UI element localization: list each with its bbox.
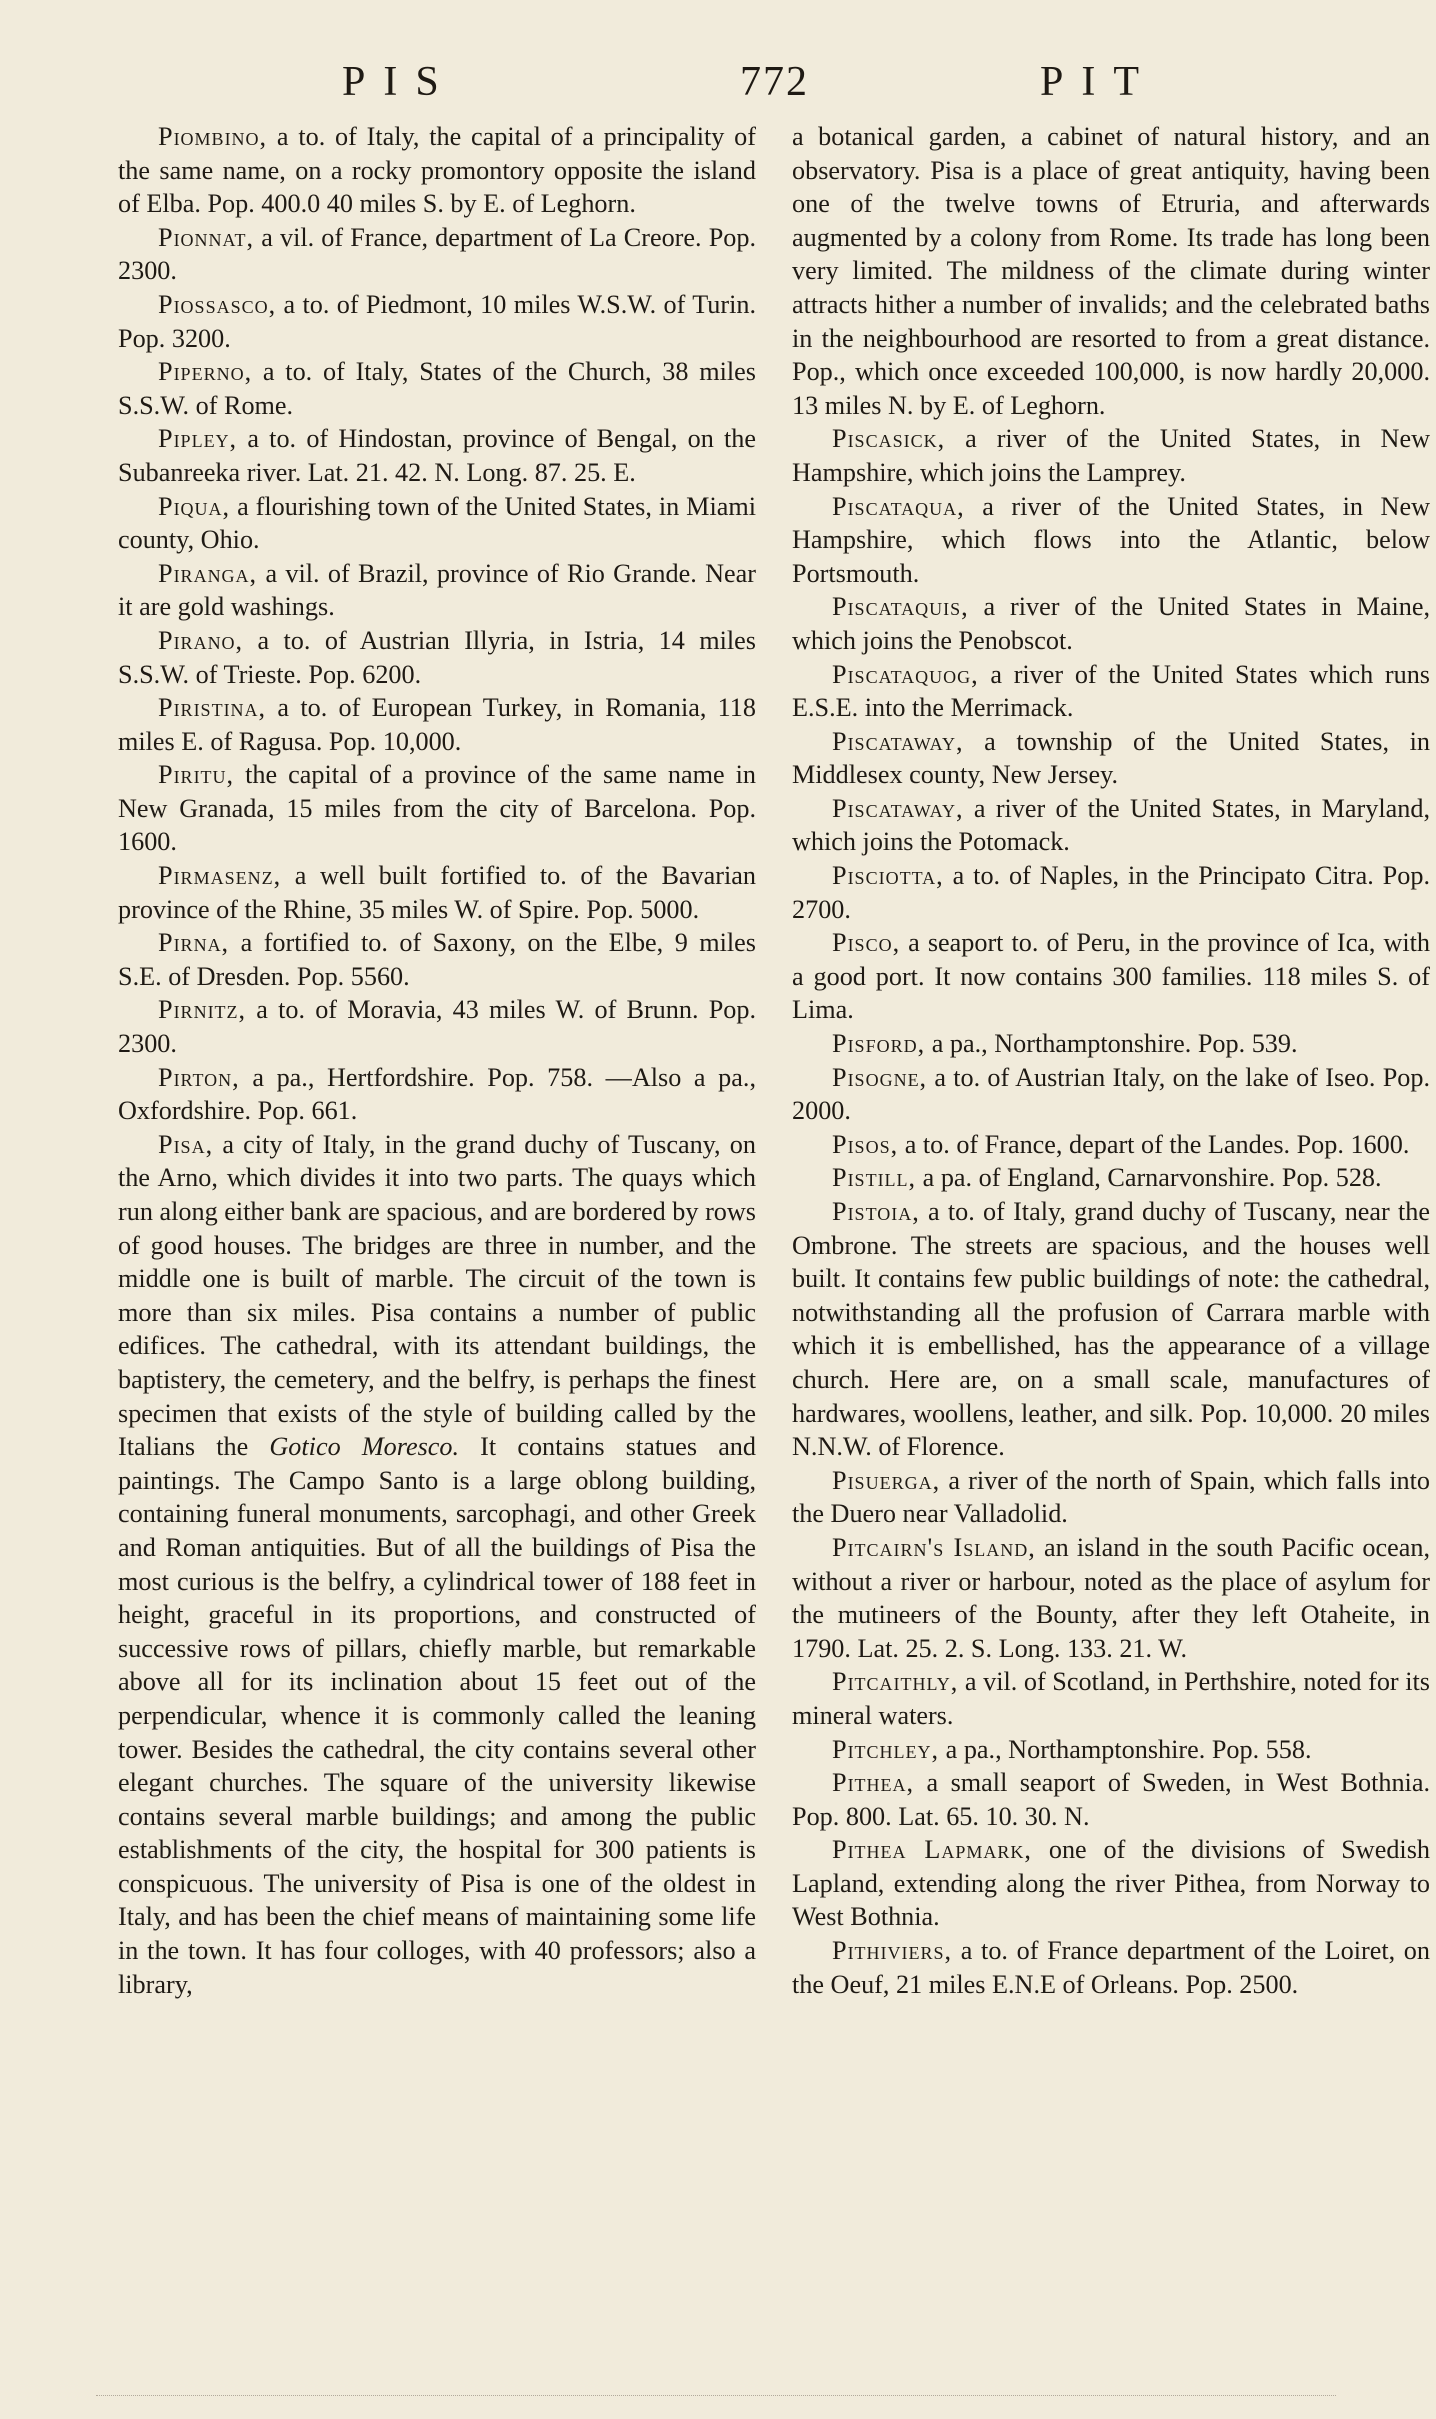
entry-text: a pa., Northamptonshire. Pop. 558. [939,1734,1312,1764]
entry-headword: Piranga, [158,558,258,588]
gazetteer-entry [792,926,1430,1027]
gazetteer-entry [792,1027,1430,1061]
running-head-right: PIT [1040,59,1157,105]
left-column [118,120,756,2001]
entry-text: a botanical garden, a cabinet of natural history, and an observatory. Pisa is a place of great antiquity, having been one of the twelve towns of Etruria, and afterwards augmented by a colony from Rome. Its trade has long been very limited. The mildness of the climate during winter attracts hither a number of invalids; and the celebrated baths in the neighbourhood are resorted to from a great distance. Pop., which once exceeded 100,000, is now hardly 20,000. 13 miles N. by E. of Leghorn. [792,122,1430,420]
entry-text: a city of Italy, in the grand duchy of Tuscany, on the Arno, which divides it into two parts. The quays which run along either bank are spacious, and are bordered by rows of good houses. The bridges are three in number, and the middle one is built of marble. The circuit of the town is more than six miles. Pisa contains a number of public edifices. The cathedral, with its attendant buildings, the baptistery, the cemetery, and the belfry, is perhaps the finest specimen that exists of the style of building called by the Italians the [118,1129,756,1462]
running-head-left: PIS [342,59,457,105]
entry-headword: Pipley, [158,424,238,454]
entry-headword: Piqua, [158,491,231,521]
entry-headword: Piperno, [158,357,253,387]
entry-headword: Pitchley, [832,1734,940,1764]
gazetteer-entry [792,490,1430,591]
entry-headword: Piritu, [158,760,235,790]
gazetteer-entry [118,758,756,859]
entry-headword: Pionnat, [158,222,255,252]
gazetteer-entry [792,792,1430,859]
entry-text: a vil. of Brazil, province of Rio Grande. Near it are gold washings. [118,558,756,622]
entry-headword: Piombino, [158,122,268,151]
entry-text: a to. of European Turkey, in Romania, 118 miles E. of Ragusa. Pop. 10,000. [118,693,756,756]
entry-headword: Pirano, [158,625,244,655]
gazetteer-entry [792,1665,1430,1732]
entry-text: a river of the United States, in New Hampshire, which joins the Lamprey. [792,424,1430,487]
entry-headword: Pirton, [158,1062,240,1092]
entry-text: a to. of Italy, States of the Church, 38 miles S.S.W. of Rome. [118,357,756,420]
entry-text: a flourishing town of the United States, in Miami county, Ohio. [118,491,756,555]
gazetteer-entry [118,691,756,758]
entry-headword: Pisogne, [832,1062,928,1092]
entry-headword: Piscataway, [832,793,964,823]
entry-headword: Pitcairn's Island, [832,1532,1036,1562]
page-header [0,58,1436,118]
entry-text: a pa., Northamptonshire. Pop. 539. [925,1029,1298,1059]
entry-headword: Pisco, [832,928,901,958]
entry-headword: Pisos, [832,1129,899,1159]
entry-text: a to. of Italy, grand duchy of Tuscany, near the Ombrone. The streets are spacious, and the houses well built. It contains few public buildings of note: the cathedral, notwithstanding all the profusion of Carrara marble with which it is embellished, has the appearance of a village church. Here are, on a small scale, manufactures of hardwares, woollens, leather, and silk. Pop. 10,000. 20 miles N.N.W. of Florence. [792,1197,1430,1462]
entry-text: a well built fortified to. of the Bavarian province of the Rhine, 35 miles W. of Spire. Pop. 5000. [118,861,756,924]
gazetteer-entry [792,422,1430,489]
entry-headword: Piscasick, [832,424,946,454]
entry-text: a pa., Hertfordshire. Pop. 758. —Also a pa., Oxfordshire. Pop. 661. [118,1062,756,1126]
entry-headword: Pisuerga, [832,1465,941,1495]
entry-headword: Pistoia, [832,1197,920,1226]
gazetteer-entry [118,1061,756,1128]
page-number: 772 [740,59,809,105]
gazetteer-entry [118,288,756,355]
gazetteer-entry [792,120,1430,422]
entry-text: a to. of France department of the Loiret, on the Oeuf, 21 miles E.N.E of Orleans. Pop. 2500. [792,1936,1430,1999]
gazetteer-entry [792,590,1430,657]
entry-text: a small seaport of Sweden, in West Bothnia. Pop. 800. Lat. 65. 10. 30. N. [792,1768,1430,1831]
gazetteer-entry [118,1128,756,2001]
entry-headword: Piristina, [158,693,267,723]
entry-headword: Piscataquis, [832,592,969,622]
entry-text: a river of the United States in Maine, which joins the Penobscot. [792,592,1430,655]
entry-text: a river of the United States, in New Hampshire, which flows into the Atlantic, below Portsmouth. [792,491,1430,588]
gazetteer-entry [792,725,1430,792]
entry-headword: Pithiviers, [832,1936,953,1966]
entry-text: a pa. of England, Carnarvonshire. Pop. 528. [916,1163,1382,1193]
entry-headword: Piossasco, [158,289,277,319]
gazetteer-entry [118,120,756,221]
entry-text: a to. of Hindostan, province of Bengal, on the Subanreeka river. Lat. 21. 42. N. Long. 87. 25. E. [118,424,756,487]
gazetteer-entry [118,926,756,993]
entry-headword: Pisford, [832,1029,926,1059]
entry-headword: Piscataquog, [832,659,979,689]
entry-text: a to. of Moravia, 43 miles W. of Brunn. Pop. 2300. [118,995,756,1059]
gazetteer-entry [118,993,756,1060]
entry-headword: Pithea Lapmark, [832,1835,1032,1865]
entry-headword: Pirna, [158,928,230,958]
entry-text: a to. of Austrian Illyria, in Istria, 14 miles S.S.W. of Trieste. Pop. 6200. [118,625,756,689]
gazetteer-entry [792,658,1430,725]
gazetteer-entry [118,624,756,691]
gazetteer-entry [118,859,756,926]
entry-text: one of the divisions of Swedish Lapland, extending along the river Pithea, from Norway to West Bothnia. [792,1835,1430,1932]
entry-text: a seaport to. of Peru, in the province of Ica, with a good port. It now contains 300 families. 118 miles S. of Lima. [792,928,1430,1025]
entry-headword: Pithea, [832,1768,915,1798]
entry-text: an island in the south Pacific ocean, without a river or harbour, noted as the place of asylum for the mutineers of the Bounty, after they left Otaheite, in 1790. Lat. 25. 2. S. Long. 133. 21. W. [792,1532,1430,1663]
gazetteer-entry [792,1531,1430,1665]
entry-headword: Pistill, [832,1163,917,1193]
gazetteer-entry [118,355,756,422]
entry-headword: Pirnitz, [158,995,247,1025]
entry-text: a vil. of France, department of La Creore. Pop. 2300. [118,222,756,286]
entry-text: a to. of Austrian Italy, on the lake of Iseo. Pop. 2000. [792,1062,1430,1126]
entry-text: a fortified to. of Saxony, on the Elbe, 9 miles S.E. of Dresden. Pop. 5560. [118,928,756,991]
entry-headword: Pisa, [158,1129,214,1159]
entry-headword: Pitcaithly, [832,1667,959,1697]
entry-text: a river of the United States which runs E.S.E. into the Merrimack. [792,659,1430,723]
gazetteer-entry [792,1766,1430,1833]
gazetteer-entry [792,1934,1430,2001]
right-column [792,120,1430,2001]
entry-headword: Piscataqua, [832,491,965,521]
gazetteer-entry [792,1128,1430,1162]
entry-text-continued: It contains statues and paintings. The Campo Santo is a large oblong building, containing funeral monuments, sarcophagi, and other Greek and Roman antiquities. But of all the buildings of Pisa the most curious is the belfry, a cylindrical tower of 188 feet in height, graceful in its proportions, and constructed of successive rows of pillars, chiefly marble, but remarkable above all for its inclination about 15 feet out of the perpendicular, whence it is commonly called the leaning tower. Besides the cathedral, the city contains several other elegant churches. The square of the university likewise contains several marble buildings; and among the public establishments of the city, the hospital for 300 patients is conspicuous. The university of Pisa is one of the oldest in Italy, and has been the chief means of maintaining some life in the town. It has four colloges, with 40 professors; also a library, [118,1432,756,1999]
gazetteer-entry [792,1061,1430,1128]
gazetteer-entry [792,859,1430,926]
entry-headword: Pisciotta, [832,861,944,891]
entry-text: a vil. of Scotland, in Perthshire, noted for its mineral waters. [792,1667,1430,1730]
entry-text: the capital of a province of the same name in New Granada, 15 miles from the city of Barcelona. Pop. 1600. [118,760,756,857]
gazetteer-entry [118,422,756,489]
gazetteer-entry [792,1161,1430,1195]
gazetteer-entry [118,557,756,624]
page-bottom-smudge [96,2395,1336,2402]
entry-headword: Pirmasenz, [158,861,282,891]
gazetteer-entry [118,490,756,557]
entry-text: a to. of France, depart of the Landes. Pop. 1600. [898,1129,1410,1159]
entry-headword: Piscataway, [832,726,964,756]
entry-text: a to. of Naples, in the Principato Citra. Pop. 2700. [792,861,1430,924]
gazetteer-entry [792,1833,1430,1934]
entry-text: a to. of Italy, the capital of a principality of the same name, on a rocky promontory opposite the island of Elba. Pop. 400.0 40 miles S. by E. of Leghorn. [118,122,756,219]
gazetteer-entry [118,221,756,288]
entry-text: a township of the United States, in Middlesex county, New Jersey. [792,726,1430,790]
entry-text: a river of the north of Spain, which falls into the Duero near Valladolid. [792,1465,1430,1529]
gazetteer-entry [792,1733,1430,1767]
gazetteer-entry [792,1195,1430,1464]
entry-text: a to. of Piedmont, 10 miles W.S.W. of Turin. Pop. 3200. [118,289,756,353]
entry-text: a river of the United States, in Maryland, which joins the Potomack. [792,793,1430,857]
gazetteer-entry [792,1464,1430,1531]
entry-italic-text: Gotico Moresco. [269,1432,460,1462]
